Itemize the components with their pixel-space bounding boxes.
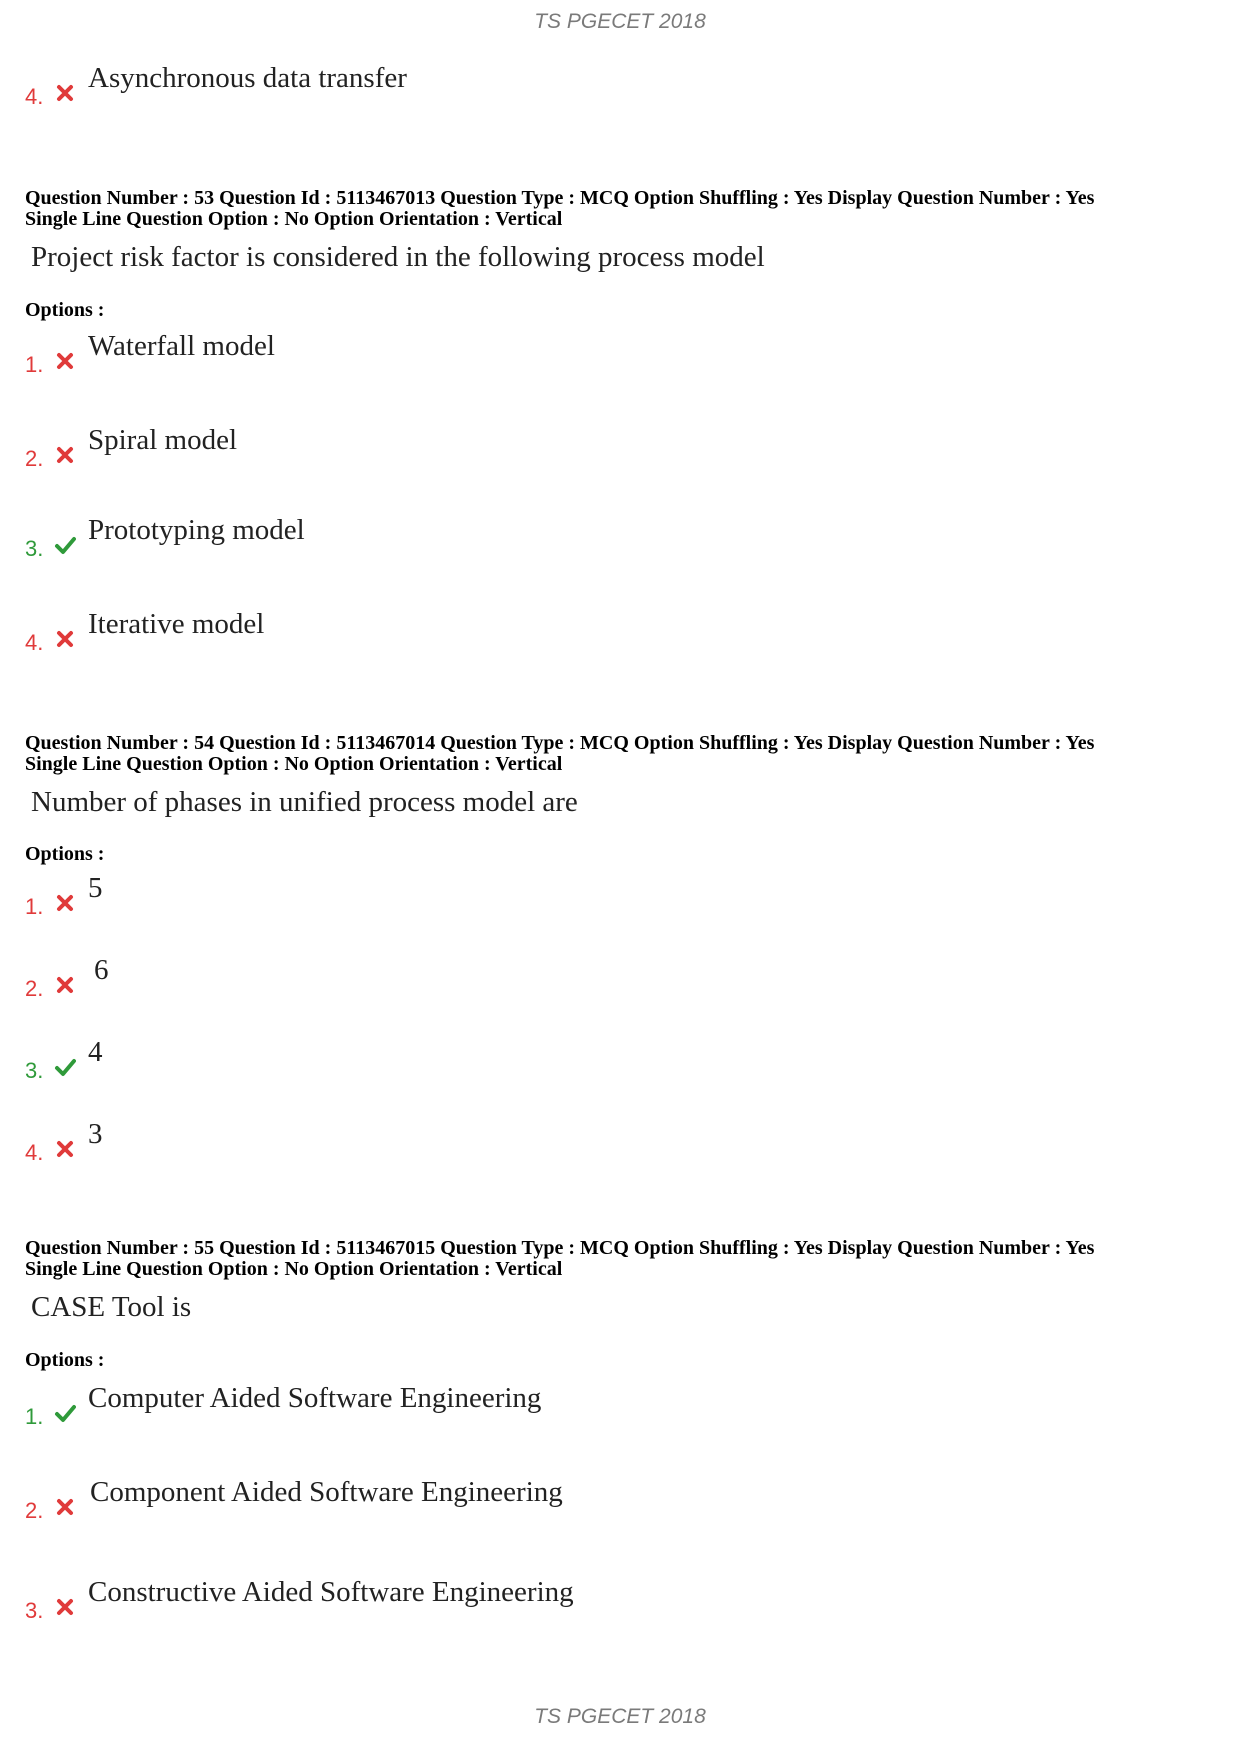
- option-text: 5: [88, 872, 103, 904]
- cross-icon: [54, 974, 76, 996]
- options-label: Options :: [25, 1349, 105, 1371]
- option-row: [0, 872, 1240, 922]
- option-row: [0, 62, 1240, 112]
- option-number: 4.: [25, 630, 44, 655]
- question-meta: [25, 733, 1225, 775]
- option-text: Constructive Aided Software Engineering: [88, 1576, 574, 1608]
- question-meta-line: Question Number : 53 Question Id : 5113467013 Question Type : MCQ Option Shuffling : Yes Display Question Number : Yes: [25, 187, 1095, 209]
- question-meta-line: Question Number : 55 Question Id : 5113467015 Question Type : MCQ Option Shuffling : Yes Display Question Number : Yes: [25, 1237, 1095, 1259]
- question-text: Project risk factor is considered in the following process model: [31, 241, 765, 273]
- cross-icon: [54, 82, 76, 104]
- option-row: [0, 1036, 1240, 1086]
- option-number: 3.: [25, 536, 44, 561]
- option-text: 3: [88, 1118, 103, 1150]
- option-text: Computer Aided Software Engineering: [88, 1382, 542, 1414]
- option-number: 2.: [25, 1498, 44, 1523]
- option-row: [0, 1118, 1240, 1168]
- option-text: Component Aided Software Engineering: [90, 1476, 563, 1508]
- option-text: 4: [88, 1036, 103, 1068]
- option-row: [0, 1382, 1240, 1432]
- option-row: [0, 514, 1240, 564]
- option-row: [0, 608, 1240, 658]
- option-text: Prototyping model: [88, 514, 305, 546]
- options-label: Options :: [25, 299, 105, 321]
- question-meta-line: Single Line Question Option : No Option Orientation : Vertical: [25, 208, 563, 230]
- cross-icon: [54, 628, 76, 650]
- check-icon: [54, 1402, 76, 1424]
- cross-icon: [54, 1496, 76, 1518]
- cross-icon: [54, 1596, 76, 1618]
- option-row: [0, 424, 1240, 474]
- question-meta: [25, 1238, 1225, 1280]
- option-number: 1.: [25, 894, 44, 919]
- question-meta: [25, 188, 1225, 230]
- cross-icon: [54, 1138, 76, 1160]
- option-text: Spiral model: [88, 424, 238, 456]
- cross-icon: [54, 444, 76, 466]
- option-row: [0, 330, 1240, 380]
- page-header: TS PGECET 2018: [534, 10, 706, 33]
- question-text: Number of phases in unified process model are: [31, 786, 578, 818]
- option-number: 4.: [25, 84, 44, 109]
- question-meta-line: Question Number : 54 Question Id : 5113467014 Question Type : MCQ Option Shuffling : Yes Display Question Number : Yes: [25, 732, 1095, 754]
- option-number: 1.: [25, 1404, 44, 1429]
- option-number: 1.: [25, 352, 44, 377]
- option-text: Waterfall model: [88, 330, 275, 362]
- cross-icon: [54, 892, 76, 914]
- question-text: CASE Tool is: [31, 1291, 192, 1323]
- cross-icon: [54, 350, 76, 372]
- option-text: Iterative model: [88, 608, 265, 640]
- question-meta-line: Single Line Question Option : No Option Orientation : Vertical: [25, 753, 563, 775]
- options-label: Options :: [25, 843, 105, 865]
- option-row: [0, 1476, 1240, 1526]
- option-row: [0, 1576, 1240, 1626]
- option-number: 2.: [25, 446, 44, 471]
- option-number: 3.: [25, 1598, 44, 1623]
- option-row: [0, 954, 1240, 1004]
- question-meta-line: Single Line Question Option : No Option Orientation : Vertical: [25, 1258, 563, 1280]
- option-number: 4.: [25, 1140, 44, 1165]
- check-icon: [54, 1056, 76, 1078]
- page-footer: TS PGECET 2018: [534, 1705, 706, 1728]
- option-number: 3.: [25, 1058, 44, 1083]
- check-icon: [54, 534, 76, 556]
- option-number: 2.: [25, 976, 44, 1001]
- option-text: Asynchronous data transfer: [88, 62, 407, 94]
- option-text: 6: [94, 954, 109, 986]
